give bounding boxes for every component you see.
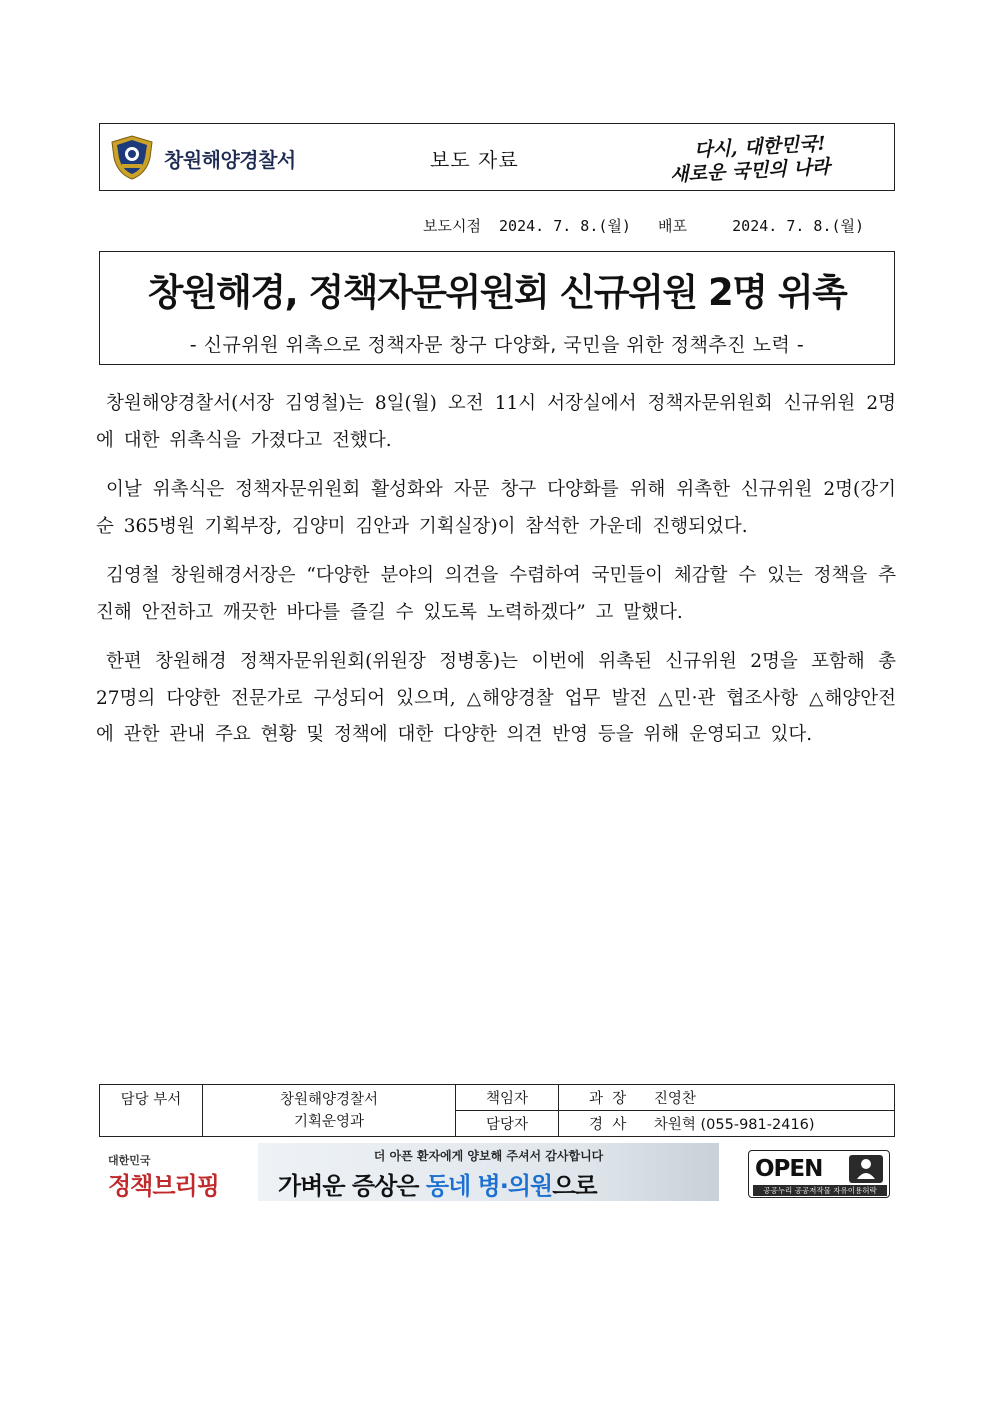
dept-label: 담당 부서 — [100, 1085, 203, 1137]
coast-guard-emblem-icon — [110, 134, 154, 180]
banner-main-text — [278, 1166, 597, 1201]
role-cell: 담당자 — [456, 1111, 559, 1137]
article-body — [96, 386, 896, 767]
slogan — [669, 132, 860, 187]
banner-main-part1: 가벼운 증상은 — [278, 1172, 426, 1200]
kogl-open-badge — [748, 1150, 890, 1198]
title-box — [99, 251, 895, 365]
paragraph: 한편 창원해경 정책자문위원회(위원장 정병홍)는 이번에 위촉된 신규위원 2명을 포함해 총 27명의 다양한 전문가로 구성되어 있으며, △해양경찰 업무 발전 △민·관 협조사항 △해양안전에 관한 관내 주요 현황 및 정책에 대한 다양한 의견 반영 등을 위해 운영되고 있다. — [96, 651, 896, 745]
dept-division: 기획운영과 — [293, 1113, 365, 1130]
policy-logo-text: 정책브리핑 — [108, 1172, 219, 1200]
release-date-row: 보도시점 2024. 7. 8.(월) 배포 2024. 7. 8.(월) — [423, 217, 865, 235]
banner-main-part3: 으로 — [552, 1172, 597, 1200]
table-row — [100, 1085, 895, 1111]
agency-name: 창원해양경찰서 — [164, 148, 296, 172]
press-header — [99, 123, 895, 191]
paragraph: 창원해양경찰서(서장 김영철)는 8일(월) 오전 11시 서장실에서 정책자문위원회 신규위원 2명에 대한 위촉식을 가졌다고 전했다. — [96, 393, 896, 451]
release-type: 보도 자료 — [430, 148, 519, 172]
policy-logo-small: 대한민국 — [108, 1154, 151, 1167]
dept-name: 창원해양경찰서 — [279, 1091, 379, 1108]
contact-table — [99, 1084, 895, 1137]
main-title: 창원해경, 정책자문위원회 신규위원 2명 위촉 — [147, 271, 847, 314]
banner-top-text: 더 아픈 환자에게 양보해 주셔서 감사합니다 — [373, 1149, 604, 1163]
open-text: OPEN — [755, 1156, 823, 1182]
banner-main-highlight: 동네 병·의원 — [425, 1172, 553, 1200]
paragraph: 이날 위촉식은 정책자문위원회 활성화와 자문 창구 다양화를 위해 위촉한 신규위원 2명(강기순 365병원 기획부장, 김양미 김안과 기획실장)이 참석한 가운데 진행되었다. — [96, 479, 896, 537]
sub-title: - 신규위원 위촉으로 정책자문 창구 다양화, 국민을 위한 정책추진 노력 - — [189, 334, 805, 356]
slogan-line-1: 다시, 대한민국! — [693, 132, 827, 162]
open-caption: 공공누리 공공저작물 자유이용허락 — [753, 1185, 887, 1196]
campaign-banner[interactable] — [258, 1143, 719, 1201]
paragraph: 김영철 창원해경서장은 “다양한 분야의 의견을 수렴하여 국민들이 체감할 수 있는 정책을 추진해 안전하고 깨끗한 바다를 즐길 수 있도록 노력하겠다” 고 말했다. — [96, 565, 896, 623]
slogan-line-2: 새로운 국민의 나라 — [669, 155, 831, 187]
attribution-person-icon — [849, 1155, 883, 1183]
person-cell: 경 사 차원혁 (055-981-2416) — [559, 1111, 895, 1137]
person-cell: 과 장 진영찬 — [559, 1085, 895, 1111]
policy-briefing-logo[interactable] — [108, 1152, 218, 1202]
dept-cell — [203, 1085, 456, 1137]
role-cell: 책임자 — [456, 1085, 559, 1111]
